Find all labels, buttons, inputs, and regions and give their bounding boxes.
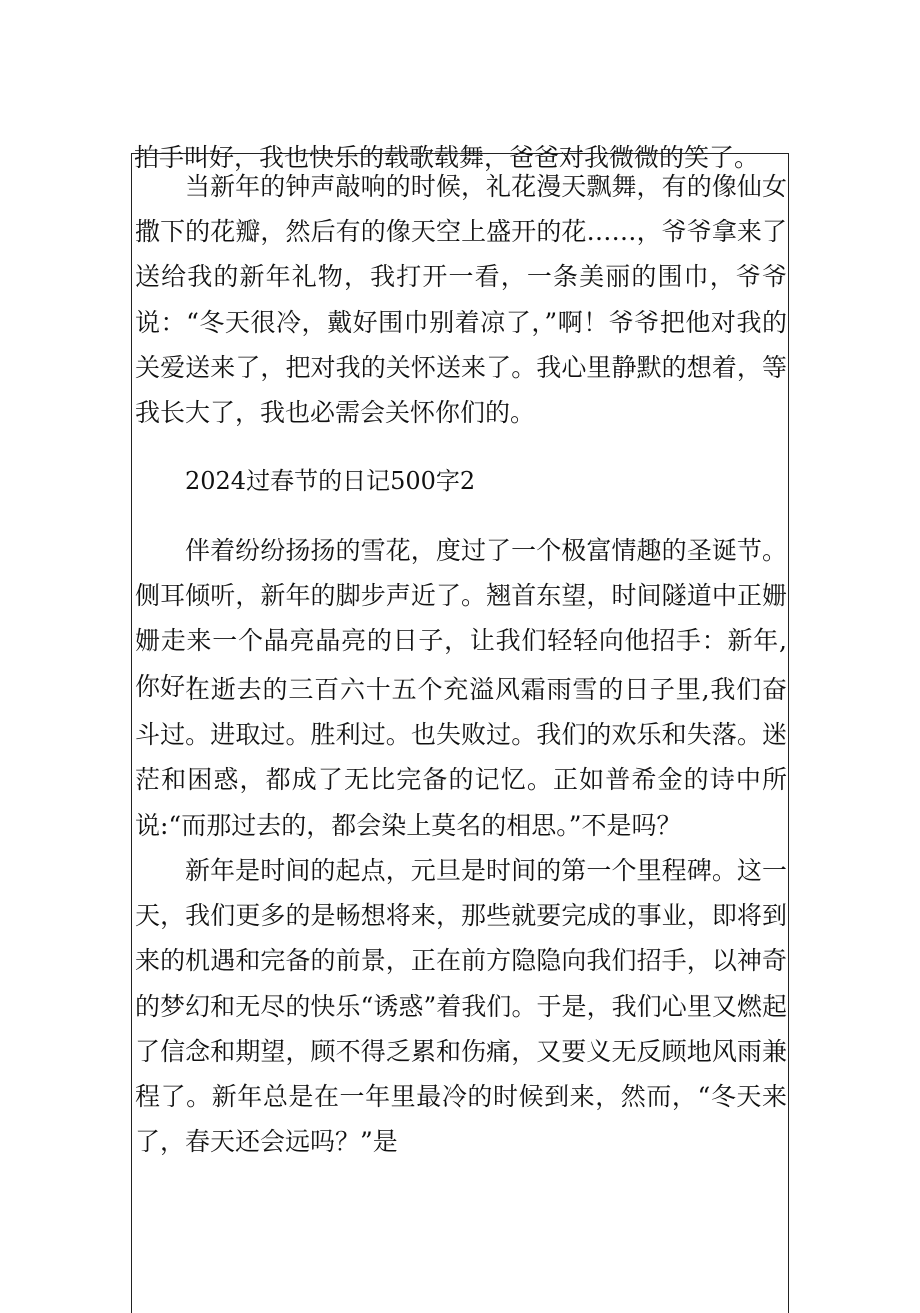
paragraph-snowflakes: 伴着纷纷扬扬的雪花，度过了一个极富情趣的圣诞节。侧耳倾听，新年的脚步声近了。翘首东望，时间隧道中正姗姗走来一个晶亮晶亮的日子，让我们轻轻向他招手：新年,你好！ [135, 536, 787, 701]
diary-heading: 2024过春节的日记500字2 [185, 467, 476, 495]
document-frame [131, 153, 789, 1313]
paragraph-time-start: 新年是时间的起点，元旦是时间的第一个里程碑。这一天，我们更多的是畅想将来，那些就要完成的事业，即将到来的机遇和完备的前景，正在前方隐隐向我们招手，以神奇的梦幻和无尽的快乐“诱惑”着我们。于是，我们心里又燃起了信念和期望，顾不得乏累和伤痛，又要义无反顾地风雨兼程了。新年总是在一年里最冷的时候到来，然而，“冬天来了，春天还会远吗？”是 [135, 856, 787, 1157]
paragraph-past-days: 在逝去的三百六十五个充溢风霜雨雪的日子里,我们奋斗过。进取过。胜利过。也失败过。我们的欢乐和失落。迷茫和困惑，都成了无比完备的记忆。正如普希金的诗中所说:“而那过去的，都会染上莫名的相思。”不是吗？ [135, 675, 787, 840]
paragraph-new-year-bell: 当新年的钟声敲响的时候，礼花漫天飘舞，有的像仙女撒下的花瓣，然后有的像天空上盛开的花……，爷爷拿来了送给我的新年礼物，我打开一看，一条美丽的围巾，爷爷说：“冬天很冷，戴好围巾别着凉了，”啊！爷爷把他对我的关爱送来了，把对我的关怀送来了。我心里静默的想着，等我长大了，我也必需会关怀你们的。 [135, 172, 787, 428]
previous-page-text: 拍手叫好，我也快乐的载歌载舞，爸爸对我微微的笑了。 [134, 143, 760, 172]
